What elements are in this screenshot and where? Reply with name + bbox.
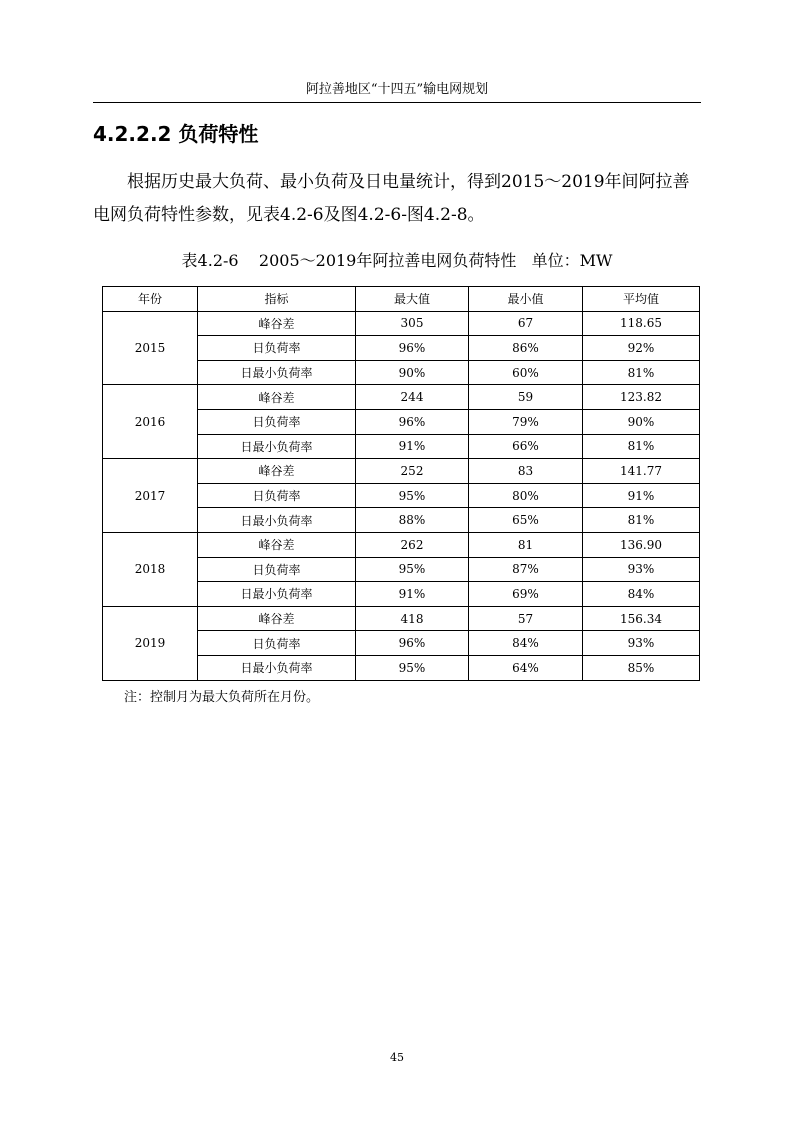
- avg-cell: 92%: [583, 336, 700, 361]
- metric-cell: 日最小负荷率: [198, 360, 356, 385]
- min-cell: 67: [469, 311, 583, 336]
- max-cell: 88%: [356, 508, 469, 533]
- metric-cell: 峰谷差: [198, 459, 356, 484]
- min-cell: 66%: [469, 434, 583, 459]
- min-cell: 69%: [469, 582, 583, 607]
- avg-cell: 93%: [583, 631, 700, 656]
- max-cell: 252: [356, 459, 469, 484]
- min-cell: 79%: [469, 409, 583, 434]
- avg-cell: 93%: [583, 557, 700, 582]
- table-row: [103, 459, 700, 484]
- table-row: [103, 385, 700, 410]
- metric-cell: 日负荷率: [198, 336, 356, 361]
- avg-cell: 85%: [583, 655, 700, 680]
- table-header-row: [103, 287, 700, 312]
- metric-cell: 峰谷差: [198, 385, 356, 410]
- max-cell: 96%: [356, 631, 469, 656]
- column-header: 平均值: [583, 287, 700, 312]
- max-cell: 96%: [356, 409, 469, 434]
- page-number: 45: [390, 1051, 404, 1064]
- metric-cell: 日最小负荷率: [198, 508, 356, 533]
- year-cell: 2016: [103, 385, 198, 459]
- avg-cell: 123.82: [583, 385, 700, 410]
- column-header: 最大值: [356, 287, 469, 312]
- avg-cell: 81%: [583, 508, 700, 533]
- table-row: [103, 532, 700, 557]
- metric-cell: 峰谷差: [198, 606, 356, 631]
- avg-cell: 136.90: [583, 532, 700, 557]
- column-header: 最小值: [469, 287, 583, 312]
- max-cell: 244: [356, 385, 469, 410]
- body-paragraph: 根据历史最大负荷、最小负荷及日电量统计，得到2015～2019年间阿拉善电网负荷特性参数，见表4.2-6及图4.2-6-图4.2-8。: [93, 172, 690, 225]
- min-cell: 64%: [469, 655, 583, 680]
- metric-cell: 日最小负荷率: [198, 655, 356, 680]
- max-cell: 95%: [356, 483, 469, 508]
- load-characteristics-table: [102, 286, 700, 681]
- min-cell: 59: [469, 385, 583, 410]
- avg-cell: 118.65: [583, 311, 700, 336]
- table-row: [103, 606, 700, 631]
- metric-cell: 日负荷率: [198, 483, 356, 508]
- min-cell: 83: [469, 459, 583, 484]
- year-cell: 2019: [103, 606, 198, 680]
- avg-cell: 84%: [583, 582, 700, 607]
- running-header: 阿拉善地区“十四五”输电网规划: [93, 78, 701, 103]
- min-cell: 80%: [469, 483, 583, 508]
- max-cell: 96%: [356, 336, 469, 361]
- min-cell: 57: [469, 606, 583, 631]
- table-row: [103, 311, 700, 336]
- avg-cell: 91%: [583, 483, 700, 508]
- min-cell: 84%: [469, 631, 583, 656]
- section-heading: 4.2.2.2 负荷特性: [93, 122, 259, 146]
- min-cell: 65%: [469, 508, 583, 533]
- column-header: 指标: [198, 287, 356, 312]
- avg-cell: 81%: [583, 434, 700, 459]
- metric-cell: 峰谷差: [198, 532, 356, 557]
- table-caption: 表4.2-6 2005～2019年阿拉善电网负荷特性 单位：MW: [181, 251, 613, 270]
- max-cell: 95%: [356, 655, 469, 680]
- avg-cell: 141.77: [583, 459, 700, 484]
- max-cell: 91%: [356, 434, 469, 459]
- avg-cell: 156.34: [583, 606, 700, 631]
- avg-cell: 81%: [583, 360, 700, 385]
- year-cell: 2015: [103, 311, 198, 385]
- max-cell: 91%: [356, 582, 469, 607]
- avg-cell: 90%: [583, 409, 700, 434]
- min-cell: 81: [469, 532, 583, 557]
- year-cell: 2017: [103, 459, 198, 533]
- metric-cell: 日最小负荷率: [198, 434, 356, 459]
- metric-cell: 日负荷率: [198, 631, 356, 656]
- max-cell: 90%: [356, 360, 469, 385]
- min-cell: 60%: [469, 360, 583, 385]
- column-header: 年份: [103, 287, 198, 312]
- table-note: 注：控制月为最大负荷所在月份。: [124, 690, 320, 705]
- metric-cell: 峰谷差: [198, 311, 356, 336]
- min-cell: 87%: [469, 557, 583, 582]
- metric-cell: 日负荷率: [198, 409, 356, 434]
- year-cell: 2018: [103, 532, 198, 606]
- max-cell: 418: [356, 606, 469, 631]
- max-cell: 305: [356, 311, 469, 336]
- metric-cell: 日最小负荷率: [198, 582, 356, 607]
- min-cell: 86%: [469, 336, 583, 361]
- max-cell: 262: [356, 532, 469, 557]
- metric-cell: 日负荷率: [198, 557, 356, 582]
- max-cell: 95%: [356, 557, 469, 582]
